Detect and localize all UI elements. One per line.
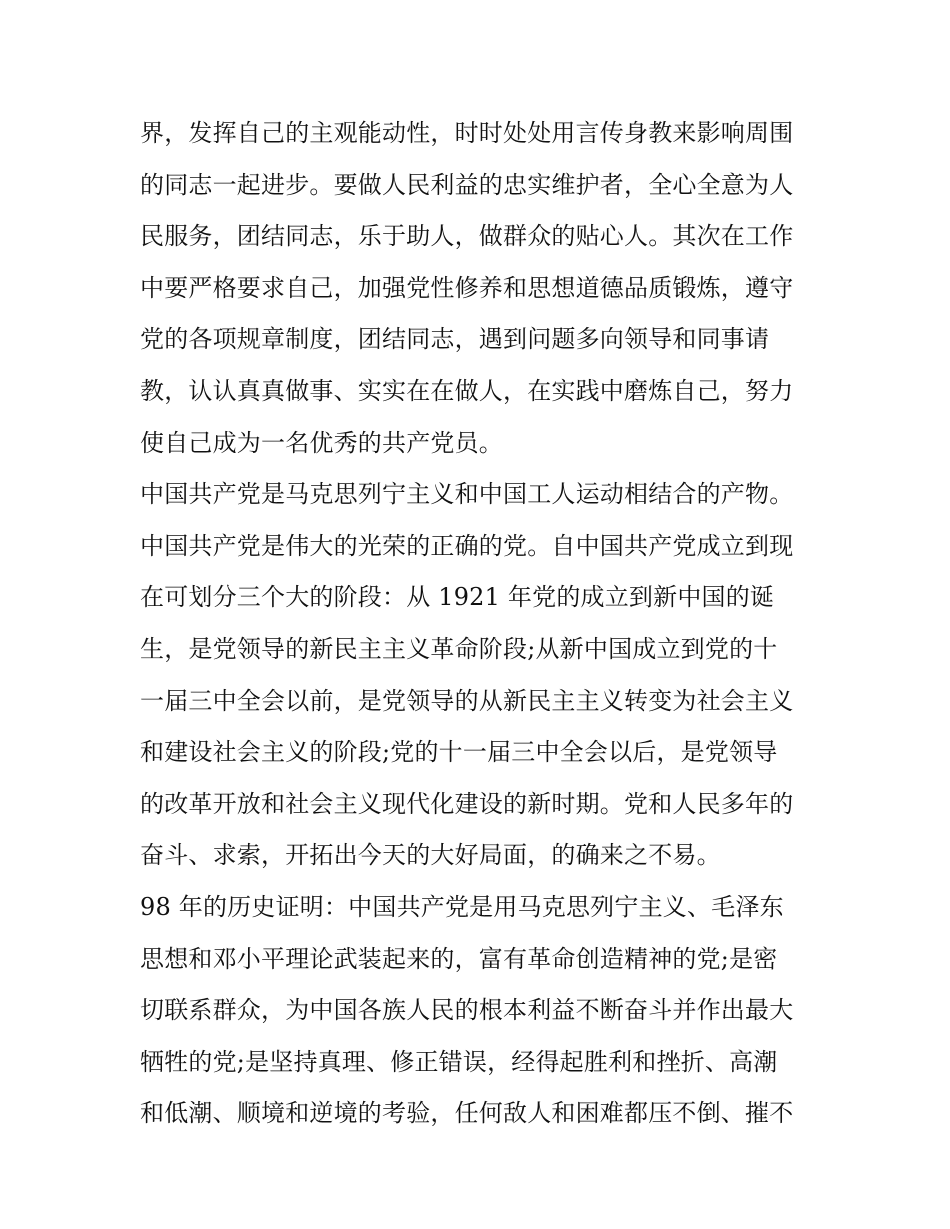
text-line: 党的各项规章制度，团结同志，遇到问题多向领导和同事请 bbox=[140, 325, 770, 354]
text-line: 和低潮、顺境和逆境的考验，任何敌人和困难都压不倒、摧不 bbox=[140, 1099, 794, 1128]
text-line: 牺牲的党;是坚持真理、修正错误，经得起胜利和挫折、高潮 bbox=[140, 1047, 778, 1076]
text-line: 教，认认真真做事、实实在在做人，在实践中磨炼自己，努力 bbox=[140, 376, 794, 405]
text-line: 的改革开放和社会主义现代化建设的新时期。党和人民多年的 bbox=[140, 789, 794, 818]
text-line: 中国共产党是伟大的光荣的正确的党。自中国共产党成立到现 bbox=[140, 531, 794, 560]
text-line: 生，是党领导的新民主主义革命阶段;从新中国成立到党的十 bbox=[140, 634, 778, 663]
text-line: 奋斗、求索，开拓出今天的大好局面，的确来之不易。 bbox=[140, 841, 721, 870]
text-line: 一届三中全会以前，是党领导的从新民主主义转变为社会主义 bbox=[140, 686, 794, 715]
text-line: 98 年的历史证明：中国共产党是用马克思列宁主义、毛泽东 bbox=[140, 892, 784, 921]
text-line: 的同志一起进步。要做人民利益的忠实维护者，全心全意为人 bbox=[140, 170, 794, 199]
text-line: 思想和邓小平理论武装起来的，富有革命创造精神的党;是密 bbox=[140, 944, 778, 973]
text-line: 和建设社会主义的阶段;党的十一届三中全会以后，是党领导 bbox=[140, 738, 778, 767]
text-line: 使自己成为一名优秀的共产党员。 bbox=[140, 428, 503, 457]
text-line: 切联系群众，为中国各族人民的根本利益不断奋斗并作出最大 bbox=[140, 996, 794, 1025]
text-line: 民服务，团结同志，乐于助人，做群众的贴心人。其次在工作 bbox=[140, 222, 794, 251]
document-body bbox=[140, 108, 820, 1140]
text-line: 中要严格要求自己，加强党性修养和思想道德品质锻炼，遵守 bbox=[140, 273, 794, 302]
text-line: 中国共产党是马克思列宁主义和中国工人运动相结合的产物。 bbox=[140, 480, 794, 509]
text-line: 在可划分三个大的阶段：从 1921 年党的成立到新中国的诞 bbox=[140, 583, 775, 612]
text-line: 界，发挥自己的主观能动性，时时处处用言传身教来影响周围 bbox=[140, 119, 794, 147]
